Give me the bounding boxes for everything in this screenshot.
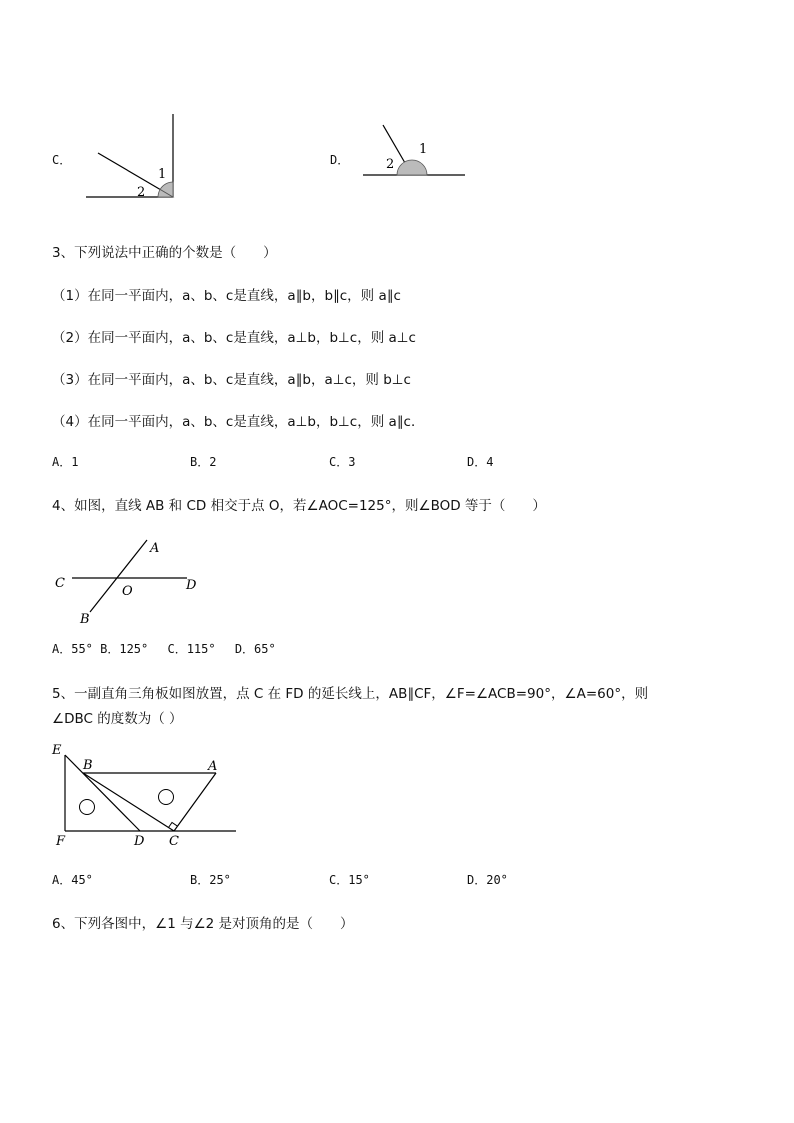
label-d: D xyxy=(134,834,145,849)
q5-option-d: D．20° xyxy=(467,873,508,887)
figure-option-d xyxy=(360,120,470,180)
q3-statement-1: （1）在同一平面内，a、b、c是直线，a∥b，b∥c，则 a∥c xyxy=(52,288,401,304)
figure-q5-triangle-rulers xyxy=(48,740,243,850)
q3-option-c: C．3 xyxy=(329,455,356,469)
label-c: C xyxy=(169,834,179,849)
q3-option-d: D．4 xyxy=(467,455,494,469)
q5-stem-line-1: 5、一副直角三角板如图放置，点 C 在 FD 的延长线上，AB∥CF，∠F=∠ACB=90°，∠A=60°，则 xyxy=(52,686,649,702)
label-e: E xyxy=(52,743,62,758)
line-ac xyxy=(174,773,216,831)
c-angle-1: 1 xyxy=(158,167,167,182)
q3-statement-2: （2）在同一平面内，a、b、c是直线，a⊥b，b⊥c，则 a⊥c xyxy=(52,330,416,346)
line-ab xyxy=(90,540,147,612)
q3-option-a: A．1 xyxy=(52,455,79,469)
label-a: A xyxy=(150,541,160,556)
d-angle-2: 2 xyxy=(386,157,395,172)
c-angle-2: 2 xyxy=(137,185,146,200)
option-d-label: D． xyxy=(330,153,350,167)
line-ed xyxy=(65,755,140,831)
right-angle-mark xyxy=(169,823,178,828)
q3-statement-4: （4）在同一平面内，a、b、c是直线，a⊥b，b⊥c，则 a∥c． xyxy=(52,414,425,430)
label-c: C xyxy=(55,576,65,591)
q3-stem: 3、下列说法中正确的个数是（ ） xyxy=(52,245,277,261)
q5-option-a: A．45° xyxy=(52,873,93,887)
d-angle-arc xyxy=(397,160,427,175)
label-o: O xyxy=(122,584,133,599)
q5-option-b: B．25° xyxy=(190,873,231,887)
q3-option-b: B．2 xyxy=(190,455,217,469)
label-b: B xyxy=(83,758,93,773)
label-f: F xyxy=(56,834,66,849)
d-angle-1: 1 xyxy=(419,142,428,157)
q3-statement-3: （3）在同一平面内，a、b、c是直线，a∥b，a⊥c，则 b⊥c xyxy=(52,372,411,388)
ruler-hole-right xyxy=(159,790,174,805)
label-b: B xyxy=(80,612,90,627)
label-a: A xyxy=(208,759,218,774)
option-c-label: C． xyxy=(52,153,72,167)
ruler-hole-left xyxy=(80,800,95,815)
figure-q4-intersecting-lines xyxy=(50,535,210,630)
figure-option-c xyxy=(80,110,190,205)
q5-stem-line-2: ∠DBC 的度数为（ ） xyxy=(52,711,183,727)
q6-stem: 6、下列各图中，∠1 与∠2 是对顶角的是（ ） xyxy=(52,916,354,932)
q4-stem: 4、如图，直线 AB 和 CD 相交于点 O，若∠AOC=125°，则∠BOD 等于（ ） xyxy=(52,498,546,514)
q5-option-c: C．15° xyxy=(329,873,370,887)
label-d: D xyxy=(186,578,197,593)
q4-options: A．55° B．125° C．115° D．65° xyxy=(52,642,276,656)
